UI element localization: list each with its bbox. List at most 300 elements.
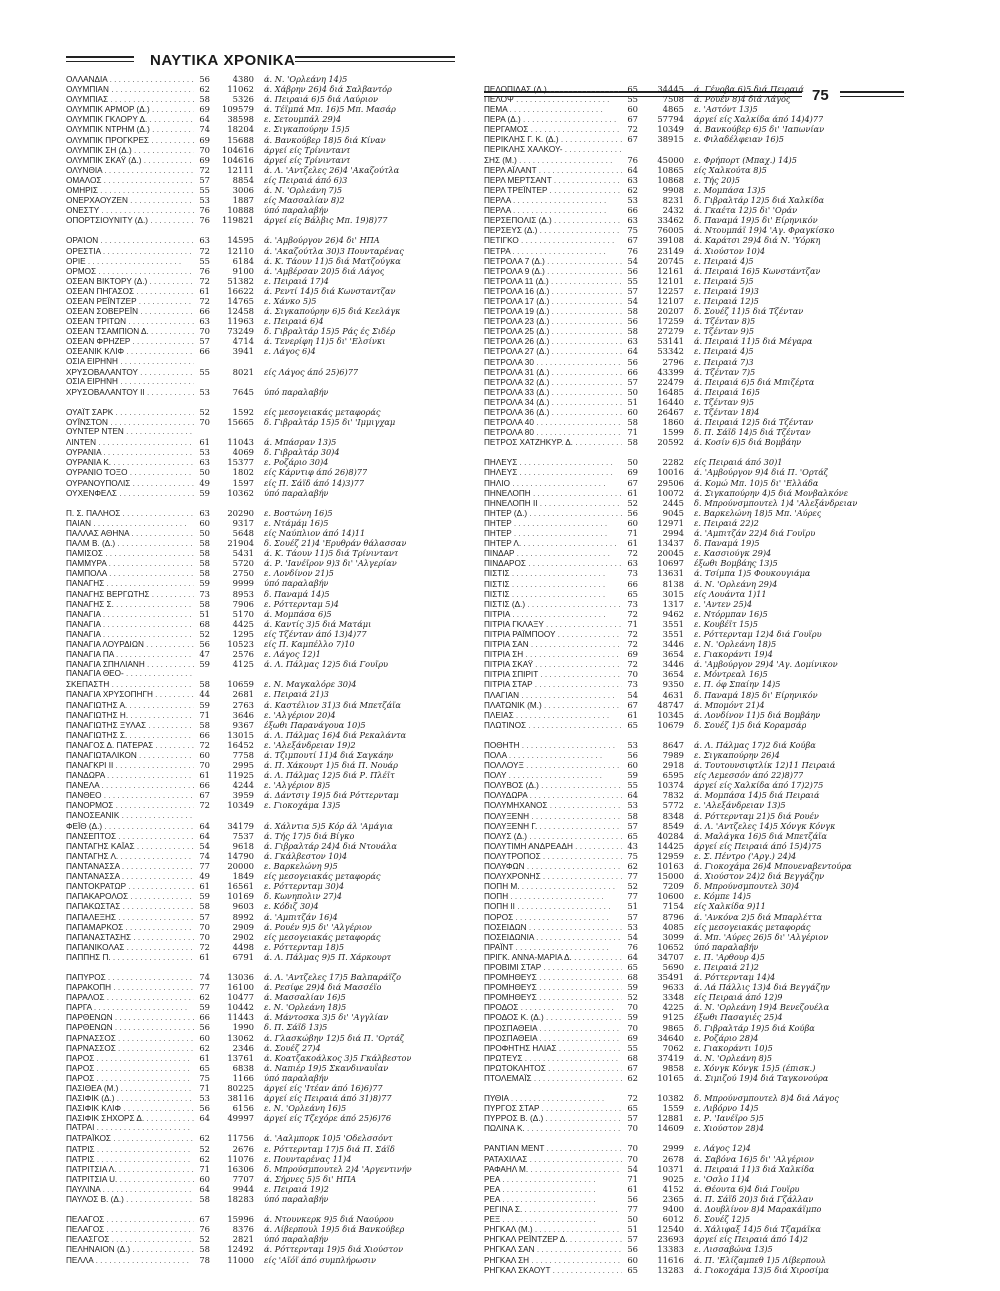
tonnage: 53342	[657, 346, 684, 357]
tonnage: 22479	[657, 376, 684, 387]
ship-name: ΠΡΑΪΝΤ . . .	[484, 943, 622, 953]
build-year: 72	[199, 800, 210, 811]
ship-entry	[66, 770, 459, 780]
ship-name: ΟΜΗΡΙΣ . . .	[66, 186, 194, 196]
ship-entry	[484, 1174, 904, 1184]
ship-name: ΠΕΡΛ ΑΪΛΑΝΤ . . .	[484, 166, 622, 176]
ship-name: ΟΡΑΊΟΝ . . .	[66, 236, 194, 246]
ship-name: ΟΣΙΑ ΕΙΡΗΝΗ . . .	[66, 357, 194, 367]
ship-name: ΠΥΘΙΑ . . .	[484, 1094, 622, 1104]
ship-entry	[484, 548, 904, 558]
build-year: 64	[627, 164, 638, 175]
ship-entry	[66, 1154, 459, 1164]
tonnage: 4380	[232, 74, 254, 84]
ship-position: ά. Λ. Πάλμας 12)5 διά Ρ. Πλέϊτ	[264, 770, 395, 781]
ship-position: ά. Μομπάσα 14)5 διά Πειραιά	[694, 790, 820, 801]
ship-position: ε. Ντάμάμ 16)5	[264, 517, 329, 528]
tonnage: 34179	[227, 820, 254, 831]
build-year: 53	[627, 195, 638, 206]
ship-entry	[66, 952, 459, 962]
ship-name: ΟΣΕΑΝ ΤΡΙΤΩΝ . . .	[66, 317, 194, 327]
ship-name: ΟΣΕΑΝΙΚ ΚΛΙΦ . . .	[66, 347, 194, 357]
build-year: 56	[199, 1022, 210, 1033]
ship-group	[484, 1093, 904, 1133]
ship-entry	[484, 246, 904, 256]
ship-position: άργεί είς Χαλκίδα άπό 17)2)75	[694, 780, 824, 791]
ship-name: ΟΛΥΜΠΙΑΝ . . .	[66, 85, 194, 95]
ship-position: δ. Π. Σάϊδ 13)5	[264, 1022, 328, 1033]
ship-name: ΠΑΤΡΙΤΣΙΑ U. . . .	[66, 1175, 194, 1185]
ship-name: ΠΕΛΟΠΙΔΑΣ (Δ.) . . .	[484, 85, 622, 95]
ship-position: ά. Πειραιά 12)5 διά Τζένταν	[694, 417, 814, 428]
ship-entry	[66, 750, 459, 760]
tonnage: 38116	[227, 1093, 254, 1104]
ship-position: ε. Κόμπε 14)5	[694, 891, 752, 902]
ship-entry	[66, 488, 459, 498]
ship-entry	[66, 417, 459, 427]
ship-position: άργεί είς Βάλβις Μπ. 19)8)77	[264, 215, 388, 226]
ship-entry	[66, 1133, 459, 1143]
build-year: 67	[627, 477, 638, 488]
ship-name: ΟΡΙΕ . . .	[66, 257, 194, 267]
tonnage: 10477	[227, 992, 254, 1003]
tonnage: 23149	[657, 245, 684, 256]
tonnage: 14609	[657, 1123, 684, 1134]
tonnage: 6791	[232, 951, 254, 962]
ship-position: ε. 'Αστόντ 13)5	[694, 104, 758, 115]
header-rule-left-thin	[66, 61, 134, 62]
ship-name: ΠΑΤΡΙΣ . . .	[66, 1145, 194, 1155]
ship-entry	[66, 780, 459, 790]
ship-name: ΠΕΤΡΟΛΑ 25 (Δ.) . . .	[484, 327, 622, 337]
ship-entry	[66, 912, 459, 922]
tonnage: 9618	[232, 840, 254, 851]
tonnage: 8796	[662, 911, 684, 922]
build-year: 52	[627, 992, 638, 1003]
ship-entry	[484, 1255, 904, 1265]
header-rule-mid-thin	[295, 61, 455, 62]
ship-entry	[66, 1053, 459, 1063]
ship-entry	[484, 205, 904, 215]
ship-position: ε. Μόντρεαλ 16)5	[694, 669, 768, 680]
build-year: 59	[199, 659, 210, 670]
build-year: 66	[199, 306, 210, 317]
ship-entry	[484, 1204, 904, 1214]
ship-position: ά. Σαβόνα 16)5 δι' 'Αλγέριον	[694, 1153, 814, 1164]
ship-position: ύπό παραλαβήν	[264, 578, 329, 589]
ship-position: ά. Λ. Πάλμας 12)5 διά Γουϊρυ	[264, 659, 389, 670]
tonnage: 5720	[232, 558, 254, 569]
ship-entry	[484, 417, 904, 427]
ship-entry	[66, 831, 459, 841]
ship-name: ΛΙΝΤΕΝ . . .	[66, 438, 194, 448]
tonnage: 9125	[662, 1012, 684, 1023]
ship-entry	[484, 1265, 904, 1275]
ship-entry	[484, 1033, 904, 1043]
ship-entry	[66, 992, 459, 1002]
ship-name: ΟΠΟΡΤΣΙΟΥΝΙΤΥ (Δ.) . . .	[66, 216, 194, 226]
ship-entry	[484, 1093, 904, 1103]
ship-name: ΠΑΠΑΚΩΣΤΑΣ . . .	[66, 902, 194, 912]
tonnage: 9400	[662, 1204, 684, 1215]
tonnage: 1592	[232, 406, 254, 417]
build-year: 70	[199, 144, 210, 155]
ship-name: ΠΑΛΜ Β. (Δ.) . . .	[66, 539, 194, 549]
build-year: 54	[627, 295, 638, 306]
build-year: 65	[627, 1264, 638, 1275]
build-year: 70	[627, 1143, 638, 1154]
tonnage: 1849	[232, 871, 254, 882]
ship-position: ά. Τέϊμπά Μπ. 16)5 Μπ. Μασάρ	[264, 104, 396, 115]
ship-position: ά. Ρόττερνταμ 14)4	[694, 972, 776, 983]
ship-name: ΠΡΟΜΗΘΕΥΣ . . .	[484, 993, 622, 1003]
build-year: 68	[199, 618, 210, 629]
build-year: 56	[199, 638, 210, 649]
ship-name: ΠΕΤΡΟΛΑ 11 (Δ.) . . .	[484, 277, 622, 287]
build-year: 72	[199, 295, 210, 306]
ship-entry	[484, 498, 904, 508]
ship-entry	[66, 599, 459, 609]
ship-entry	[484, 367, 904, 377]
tonnage: 8992	[232, 911, 254, 922]
ship-entry	[484, 649, 904, 659]
tonnage: 10165	[657, 1073, 684, 1083]
ship-position: ε. Ροζάριο 30)4	[264, 457, 329, 468]
ship-entry	[484, 336, 904, 346]
build-year: 59	[627, 770, 638, 781]
tonnage: 8647	[662, 739, 684, 750]
ship-entry	[66, 135, 459, 145]
build-year: 72	[627, 628, 638, 639]
tonnage: 3959	[232, 790, 254, 801]
ship-name: ΠΑΡΘΕΝΩΝ . . .	[66, 1013, 194, 1023]
ship-name: ΠΟΛΥΞΕΝΗ . . .	[484, 812, 622, 822]
build-year: 60	[627, 760, 638, 771]
ship-entry	[66, 1083, 459, 1093]
ship-name: ΠΗΝΕΛΟΠΗ ΙΙ . . .	[484, 499, 622, 509]
tonnage: 12161	[657, 265, 684, 276]
tonnage: 9100	[232, 265, 254, 276]
tonnage: 2282	[662, 457, 684, 468]
tonnage: 10072	[657, 487, 684, 498]
ship-name: ΠΑΣΙΦΙΚ ΣΗΧΟΡΣ Δ. . . .	[66, 1114, 194, 1124]
ship-position: ε. Ρόττερνταμ 30)4	[264, 881, 345, 892]
ship-entry	[484, 1002, 904, 1012]
tonnage: 12110	[227, 245, 254, 256]
ship-position: ά. 'Αμβούργον 9)4 διά Π. 'Ορτάζ	[694, 467, 829, 478]
ship-name: ΠΕΡΓΑΜΟΣ . . .	[484, 125, 622, 135]
ship-entry	[66, 1174, 459, 1184]
build-year: 71	[627, 427, 638, 438]
tonnage: 16452	[227, 739, 254, 750]
ship-entry	[484, 467, 904, 477]
build-year: 72	[199, 164, 210, 175]
build-year: 56	[627, 750, 638, 760]
ship-position: ά. Λ. Πάλμας 16)4 διά Ρεκαλάντα	[264, 729, 406, 740]
build-year: 56	[627, 265, 638, 276]
tonnage: 5431	[232, 548, 254, 559]
ship-entry	[66, 387, 459, 397]
tonnage: 57794	[657, 114, 684, 125]
ship-name: ΠΕΤΡΟΛΑ 40 . . .	[484, 418, 622, 428]
ship-name: ΟΣΙΑ ΕΙΡΗΝΗ . . .	[66, 377, 194, 387]
ship-entry	[66, 437, 459, 447]
ship-entry	[66, 306, 459, 316]
ship-entry	[66, 165, 459, 175]
build-year: 58	[199, 598, 210, 609]
ship-entry	[484, 881, 904, 891]
ship-entry	[484, 478, 904, 488]
tonnage: 4498	[232, 941, 254, 952]
ship-entry	[484, 1214, 904, 1224]
ship-name: ΡΕΑ . . .	[484, 1195, 622, 1205]
ship-name: ΟΥΡΑΝΙΑ Κ. . . .	[66, 458, 194, 468]
ship-position: ε. Γιακοράντι 10)5	[694, 1042, 773, 1053]
build-year: 55	[627, 1042, 638, 1053]
ship-name: ΠΑΣΙΘΕΑ (Μ.) . . .	[66, 1084, 194, 1094]
build-year: 62	[627, 861, 638, 872]
ship-name: ΠΑΠΑΝΑΣΤΑΣΗΣ . . .	[66, 933, 194, 943]
ship-name: ΠΑΝΑΓΙΩΤΗΣ Η. . . .	[66, 711, 194, 721]
ship-entry	[484, 427, 904, 437]
tonnage: 20745	[657, 255, 684, 266]
build-year: 62	[627, 1073, 638, 1083]
build-year: 61	[627, 538, 638, 549]
ship-entry	[484, 1043, 904, 1053]
ship-position: ύπό παραλαβήν	[264, 487, 329, 498]
ship-position: ε. 'Αλγέριον 20)4	[264, 709, 336, 720]
ship-position: ε. Πειραιά 17)4	[264, 275, 329, 286]
ship-name: ΠΟΛΥΣ (Δ.) . . .	[484, 832, 622, 842]
ship-position: ά. 'Αμπιτζάν 16)4	[264, 911, 338, 922]
ship-name: ΠΕΛΑΣΓΟΣ . . .	[66, 1235, 194, 1245]
build-year: 69	[199, 104, 210, 115]
ship-position: ε. Ρ. 'Ιανέϊρο 5)5	[694, 1113, 764, 1124]
tonnage: 6156	[232, 1103, 254, 1114]
ship-entry	[484, 1194, 904, 1204]
ship-position: δ. Π. Σάϊδ 14)5 διά Τζένταν	[694, 427, 811, 438]
ship-name: ΠΟΛΛΟΥΞ . . .	[484, 761, 622, 771]
ship-entry	[484, 1103, 904, 1113]
ship-entry	[66, 1224, 459, 1234]
ship-position: ε. Μομπάσα 13)5	[694, 184, 766, 195]
tonnage: 7906	[232, 598, 254, 609]
build-year: 55	[627, 275, 638, 286]
ship-position: δ. Σουέζ 21)4 'Ερυθράν θάλασσαν	[264, 538, 407, 549]
ship-name: ΠΗΤΕΡ . . .	[484, 529, 622, 539]
ship-position: ε. Λισσαβώνα 13)5	[694, 1244, 773, 1255]
ship-position: ε. Βοστώνη 16)5	[264, 507, 333, 518]
ship-name: ΠΕΛΗΝΑΙΟΝ (Δ.) . . .	[66, 1245, 194, 1255]
build-year: 66	[199, 729, 210, 740]
ship-position: ά. Ρόττερνταμ 21)5 διά Ρουέν	[694, 810, 819, 821]
ship-entry	[484, 1063, 904, 1073]
ship-name: ΠΑΝΤΑΓΗΣ ΚΑΪΑΣ . . .	[66, 842, 194, 852]
tonnage: 15377	[227, 457, 254, 468]
ship-name: ΠΡΩΤΟΚΛΗΤΟΣ . . .	[484, 1064, 622, 1074]
ship-entry	[484, 155, 904, 165]
build-year: 58	[199, 568, 210, 579]
tonnage: 13015	[227, 729, 254, 740]
build-year: 67	[627, 114, 638, 125]
tonnage: 49997	[227, 1113, 254, 1124]
ship-group	[484, 84, 904, 447]
ship-position: ά. Τζιμπουτί 11)4 διά Σαγκάην	[264, 750, 394, 760]
ship-name: ΟΥΪΝΣΤΟΝ . . .	[66, 418, 194, 428]
tonnage: 11925	[227, 770, 254, 781]
ship-name: ΟΥΡΑΝΙΑ . . .	[66, 448, 194, 458]
ship-name: ΠΑΝΑΓΙΑ . . .	[66, 630, 194, 640]
ship-entry	[484, 800, 904, 810]
ship-name: ΠΑΠΠΗΣ Π. . . .	[66, 953, 194, 963]
ship-name: ΠΑΝΟΣΕΑΝΙΚ . . .	[66, 811, 194, 821]
tonnage: 34707	[657, 951, 684, 962]
tonnage: 8021	[232, 366, 254, 377]
ship-name: ΟΛΥΝΘΙΑ . . .	[66, 166, 194, 176]
ship-name: ΠΡΟΒΙΜΙ ΣΤΑΡ . . .	[484, 963, 622, 973]
tonnage: 9603	[232, 901, 254, 912]
ship-entry	[66, 619, 459, 629]
tonnage: 12111	[227, 164, 254, 175]
ship-name: ΠΗΛΙΟ . . .	[484, 479, 622, 489]
build-year: 60	[199, 1032, 210, 1043]
build-year: 55	[627, 94, 638, 105]
ship-entry	[66, 881, 459, 891]
ship-entry	[66, 1113, 459, 1123]
ship-position: ε. Πειραιά 21)2	[694, 961, 759, 972]
tonnage: 20045	[657, 548, 684, 559]
ship-entry	[484, 377, 904, 387]
build-year: 61	[199, 437, 210, 448]
ship-group	[484, 1143, 904, 1274]
ship-position: ε. Χόνγκ Κόνγκ 15)5 (έπισκ.)	[694, 1062, 816, 1073]
ship-name: ΠΕΡΛ ΤΡΕΪΝΤΕΡ . . .	[484, 186, 622, 196]
build-year: 58	[199, 548, 210, 559]
ship-name: ΠΑΡΑΚΟΠΗ . . .	[66, 983, 194, 993]
ship-position: άργεί είς Χαλκίδα άπό 14)4)77	[694, 114, 824, 125]
tonnage: 119821	[222, 215, 254, 226]
ship-position: δ. Γιβραλτάρ 19)5 διά Κούβα	[694, 1022, 815, 1033]
ship-name: ΠΕΤΡΟΛΑ 27 (Δ.) . . .	[484, 347, 622, 357]
ship-entry	[484, 165, 904, 175]
ship-entry	[66, 689, 459, 699]
ship-entry	[484, 790, 904, 800]
ship-position: ε. Τζένταν 9)5	[694, 326, 755, 337]
tonnage: 18283	[227, 1194, 254, 1205]
build-year: 55	[627, 780, 638, 791]
ship-name: ΣΚΕΠΑΣΤΗ . . .	[66, 680, 194, 690]
tonnage: 4085	[662, 921, 684, 932]
ship-entry	[66, 700, 459, 710]
ship-group	[66, 407, 459, 498]
ship-name: ΠΑΡΝΑΣΣΟΣ . . .	[66, 1044, 194, 1054]
ship-entry	[484, 710, 904, 720]
ship-entry	[66, 407, 459, 417]
ship-entry	[66, 175, 459, 185]
tonnage: 5648	[232, 527, 254, 538]
build-year: 67	[627, 134, 638, 145]
ship-name: ΠΕΡΙΚΛΗΣ Γ. Κ. (Δ.) . . .	[484, 135, 622, 145]
ship-entry	[484, 215, 904, 225]
build-year: 49	[199, 477, 210, 488]
ship-position: ε. Π. 'Αρθουρ 4)5	[694, 951, 765, 962]
ship-entry	[66, 266, 459, 276]
tonnage: 20000	[227, 861, 254, 872]
build-year: 57	[199, 911, 210, 922]
ship-name: ΠΑΝΑΓΙΑ . . .	[66, 620, 194, 630]
ship-name: ΟΛΛΑΝΔΙΑ . . .	[66, 75, 194, 85]
ship-name: ΠΩΛΙΝΑ Κ. . . .	[484, 1124, 622, 1134]
build-year: 68	[627, 972, 638, 983]
ship-position: ά. Καντίς 3)5 διά Ματάμι	[264, 618, 372, 629]
build-year: 60	[627, 104, 638, 115]
build-year: 62	[199, 1153, 210, 1164]
build-year: 73	[199, 588, 210, 599]
ship-entry	[484, 1154, 904, 1164]
ship-position: ά. Τζένταν 8)5	[694, 316, 756, 327]
ship-position: ά. 'Αμβούργον 26)4 δι' ΗΠΑ	[264, 235, 380, 246]
ship-position: ε. Βαρκελώνη 18)5 Μπ. 'Αύρες	[694, 507, 822, 518]
ship-name: ΠΕΤΡΟΣ ΧΑΤΖΗΚΥΡ. Δ. . . .	[484, 438, 622, 448]
ship-name: ΡΗΓΚΑΛ ΣΑΝ . . .	[484, 1245, 622, 1255]
ship-name: ΠΑΝΑΓΗΣ Σ. . . .	[66, 600, 194, 610]
ship-name: ΠΑΝΑΓΙΩΤΗΣ ΞΥΛΑΣ . . .	[66, 721, 194, 731]
ship-position: δ. Γιβραλτάρ 30)4	[264, 447, 340, 458]
build-year: 70	[199, 760, 210, 771]
ship-name: ΠΕΤΡΟΛΑ 16 (Δ.) . . .	[484, 287, 622, 297]
ship-name: ΠΕΤΡΟΛΑ 26 (Δ.) . . .	[484, 337, 622, 347]
ship-entry	[66, 790, 459, 800]
ship-name: ΠΟΠΗ . . .	[484, 892, 622, 902]
ship-name: ΠΑΤΡΙΤΣΙΑ Λ. . . .	[66, 1165, 194, 1175]
ship-name: ΟΛΥΜΠΙΑΣ . . .	[66, 95, 194, 105]
tonnage: 12971	[657, 517, 684, 528]
ship-position: ά. Ρεσίφε 29)4 διά Μασσέϊο	[264, 982, 382, 993]
ship-group	[484, 457, 904, 730]
tonnage: 37419	[657, 1052, 684, 1063]
ship-name: ΠΙΤΡΙΑ ΣΗ . . .	[484, 650, 622, 660]
build-year: 70	[627, 669, 638, 680]
ship-position: ε. Πειραιά 21)3	[264, 689, 329, 700]
ship-position: δ. Σουέζ 11)5 διά Τζένταν	[694, 306, 804, 317]
ship-position: ά. Κ. Τάουν 11)5 διά Ματζούγκα	[264, 255, 401, 266]
ship-entry	[66, 336, 459, 346]
build-year: 65	[627, 1103, 638, 1114]
ship-position: ε. Ν. 'Ορλεάνη 16)5	[264, 1103, 347, 1114]
ship-position: δ. Παναμά 19)5	[694, 538, 760, 549]
ship-entry	[484, 609, 904, 619]
ship-entry	[484, 1234, 904, 1244]
ship-entry	[484, 134, 904, 144]
ship-position: ά. Π. Χάκουρτ 1)5 διά Π. Νουάρ	[264, 760, 398, 771]
ship-name: ΠΑΝΤΟΚΡΑΤΩΡ . . .	[66, 882, 194, 892]
build-year: 63	[199, 457, 210, 468]
ship-name: ΟΥΧΕΝΦΕΛΣ . . .	[66, 489, 194, 499]
build-year: 63	[199, 235, 210, 246]
build-year: 63	[627, 336, 638, 347]
ship-position: είς Π. Καμπέλλο 7)10	[264, 638, 355, 649]
ship-name: ΠΡΙΓΚ. ΑΝΝΑ-ΜΑΡΙΑ Δ. . . .	[484, 953, 622, 963]
ship-entry	[66, 760, 459, 770]
ship-position: ε. Πειραιά 4)5	[694, 346, 754, 357]
ship-name: ΠΕΡΛΑ . . .	[484, 206, 622, 216]
tonnage: 3654	[662, 669, 684, 680]
ship-position: είς Π. Σάϊδ άπό 14)3)77	[264, 477, 365, 488]
page-title: ΝΑΥΤΙΚΑ ΧΡΟΝΙΚΑ	[150, 52, 296, 69]
ship-entry	[484, 104, 904, 114]
ship-position: ά. Μπομόντ 21)4	[694, 699, 765, 710]
ship-entry	[66, 1164, 459, 1174]
